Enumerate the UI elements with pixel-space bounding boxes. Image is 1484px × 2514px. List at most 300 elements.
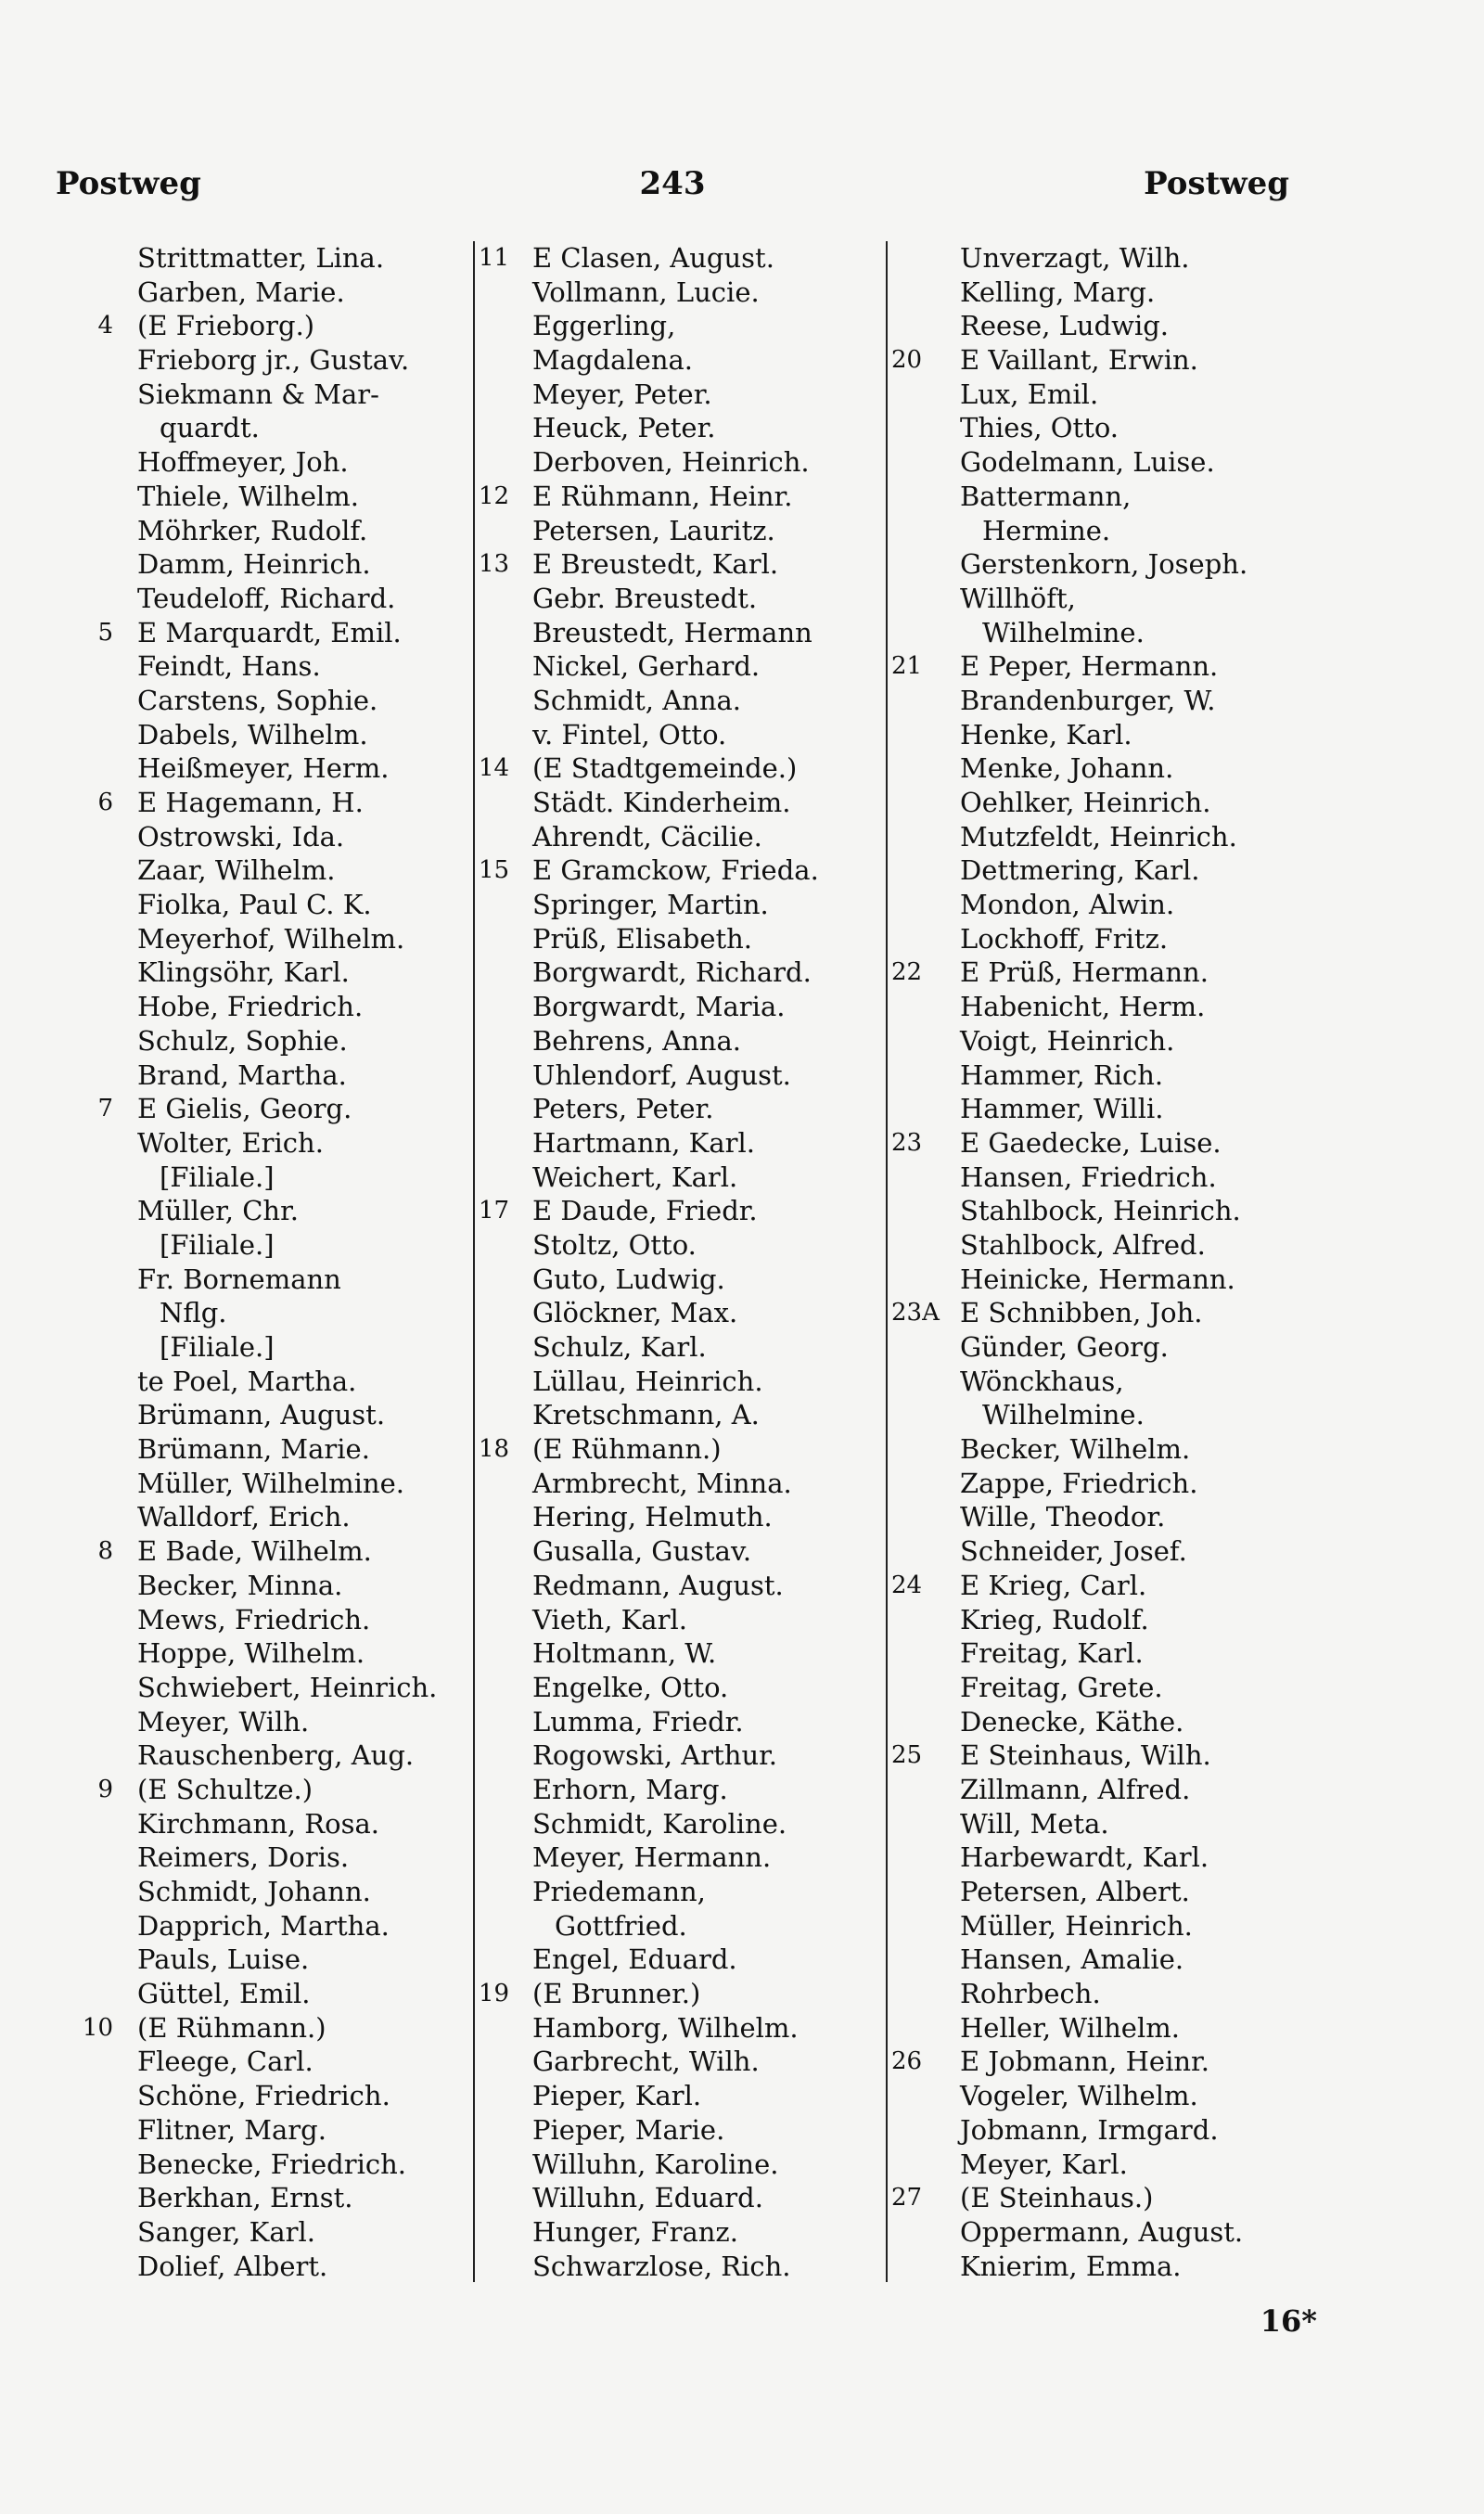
resident-name: Ostrowski, Ida. [137, 820, 345, 853]
resident-name: E Prüß, Hermann. [960, 956, 1209, 989]
resident-name: E Krieg, Carl. [960, 1569, 1147, 1601]
directory-entry [888, 1807, 1296, 1841]
directory-entry [888, 956, 1296, 990]
directory-entry [888, 514, 1296, 548]
directory-entry [56, 718, 464, 752]
directory-entry [56, 1534, 464, 1569]
directory-entry [56, 1228, 464, 1263]
resident-name: E Gaedecke, Luise. [960, 1126, 1222, 1159]
resident-name: E Steinhaus, Wilh. [960, 1739, 1211, 1772]
directory-entry [56, 1909, 464, 1943]
resident-name: Wönckhaus, [960, 1365, 1124, 1397]
directory-entry [56, 1875, 464, 1909]
directory-entry [475, 1365, 878, 1399]
directory-entry [475, 241, 878, 276]
resident-name: Garben, Marie. [137, 276, 345, 308]
resident-name: Pieper, Karl. [532, 2080, 702, 2112]
resident-name: E Rühmann, Heinr. [532, 480, 793, 512]
directory-entry [475, 343, 878, 378]
resident-name: Thiele, Wilhelm. [137, 480, 360, 512]
resident-name: E Clasen, August. [532, 242, 774, 274]
resident-name: Willuhn, Karoline. [532, 2148, 779, 2180]
house-number: 6 [97, 789, 113, 816]
resident-name: Unverzagt, Wilh. [960, 242, 1190, 274]
directory-entry [888, 1126, 1296, 1161]
directory-entry [475, 718, 878, 752]
directory-entry [475, 1875, 878, 1909]
directory-entry [475, 1807, 878, 1841]
directory-entry [888, 1773, 1296, 1807]
house-number: 7 [97, 1095, 113, 1123]
directory-entry [56, 1943, 464, 1977]
directory-entry [475, 1841, 878, 1875]
resident-name: Güttel, Emil. [137, 1978, 311, 2010]
resident-name: Schwiebert, Heinrich. [137, 1671, 438, 1703]
directory-entry [56, 853, 464, 888]
resident-name: Garbrecht, Wilh. [532, 2046, 760, 2078]
resident-name: Fiolka, Paul C. K. [137, 889, 372, 921]
resident-name: quardt. [160, 412, 260, 444]
directory-entry [475, 378, 878, 412]
resident-name: E Peper, Hermann. [960, 650, 1219, 683]
directory-entry [888, 2011, 1296, 2046]
resident-name: Hammer, Rich. [960, 1058, 1164, 1091]
resident-name: Strittmatter, Lina. [137, 242, 385, 274]
resident-name: E Gielis, Georg. [137, 1093, 352, 1125]
directory-entry [888, 1603, 1296, 1637]
house-number: 4 [97, 312, 113, 340]
directory-entry [475, 276, 878, 310]
directory-entry [475, 888, 878, 922]
directory-entry [56, 378, 464, 412]
page-number: 243 [639, 165, 706, 202]
directory-entry [888, 309, 1296, 343]
directory-entry [888, 1671, 1296, 1705]
resident-name: Lux, Emil. [960, 378, 1099, 410]
resident-name: [Filiale.] [160, 1161, 275, 1193]
directory-entry [56, 1365, 464, 1399]
resident-name: E Breustedt, Karl. [532, 548, 779, 581]
house-number: 25 [891, 1741, 923, 1770]
directory-entry [475, 2215, 878, 2250]
resident-name: Sanger, Karl. [137, 2215, 315, 2248]
resident-name: Holtmann, W. [532, 1637, 717, 1670]
resident-name: Hoppe, Wilhelm. [137, 1637, 365, 1670]
resident-name: Müller, Wilhelmine. [137, 1467, 404, 1499]
directory-entry [475, 2011, 878, 2046]
resident-name: Vieth, Karl. [532, 1603, 687, 1635]
resident-name: Brand, Martha. [137, 1058, 347, 1091]
page-header [56, 165, 1289, 221]
house-number: 15 [479, 856, 510, 885]
directory-entry [888, 1092, 1296, 1126]
directory-entry [475, 820, 878, 854]
resident-name: Springer, Martin. [532, 889, 769, 921]
resident-name: Flitner, Marg. [137, 2113, 326, 2146]
resident-name: Hamborg, Wilhelm. [532, 2011, 799, 2044]
resident-name: Feindt, Hans. [137, 650, 321, 683]
resident-name: Meyer, Hermann. [532, 1841, 772, 1874]
resident-name: Brümann, Marie. [137, 1433, 370, 1466]
house-number: 14 [479, 754, 510, 783]
directory-entry [475, 990, 878, 1024]
directory-entry [56, 820, 464, 854]
resident-name: Nflg. [160, 1297, 227, 1329]
directory-entry [475, 1636, 878, 1671]
resident-name: Lockhoff, Fritz. [960, 922, 1169, 955]
resident-name: Klingsöhr, Karl. [137, 956, 350, 989]
running-head-left: Postweg [56, 165, 201, 202]
resident-name: Hoffmeyer, Joh. [137, 446, 349, 479]
resident-name: Hermine. [982, 514, 1111, 546]
resident-name: Mews, Friedrich. [137, 1603, 371, 1635]
directory-entry [56, 1603, 464, 1637]
resident-name: Kelling, Marg. [960, 276, 1156, 308]
directory-entry [475, 2113, 878, 2148]
directory-entry [475, 480, 878, 514]
resident-name: (E Frieborg.) [137, 310, 315, 342]
directory-entry [888, 1875, 1296, 1909]
directory-entry [888, 1296, 1296, 1330]
directory-entry [888, 1432, 1296, 1467]
resident-name: Erhorn, Marg. [532, 1773, 728, 1805]
house-number: 23 [891, 1128, 923, 1157]
directory-entry [475, 616, 878, 650]
resident-name: Rohrbech. [960, 1978, 1101, 2010]
directory-entry [56, 241, 464, 276]
resident-name: Brümann, August. [137, 1399, 386, 1431]
resident-name: Mondon, Alwin. [960, 889, 1175, 921]
directory-entry [56, 786, 464, 820]
house-number: 22 [891, 958, 923, 987]
directory-entry [56, 2045, 464, 2079]
directory-entry [56, 1467, 464, 1501]
resident-name: Müller, Heinrich. [960, 1909, 1193, 1942]
house-number: 27 [891, 2184, 923, 2213]
resident-name: Voigt, Heinrich. [960, 1024, 1175, 1057]
resident-name: Harbewardt, Karl. [960, 1841, 1209, 1874]
resident-name: Lüllau, Heinrich. [532, 1365, 763, 1397]
resident-name: Wolter, Erich. [137, 1126, 324, 1159]
house-number: 19 [479, 1980, 510, 2008]
resident-name: Meyer, Wilh. [137, 1705, 310, 1738]
resident-name: Priedemann, [532, 1876, 706, 1907]
directory-entry [888, 990, 1296, 1024]
resident-name: Siekmann & Mar- [137, 378, 379, 410]
directory-entry [56, 1263, 464, 1297]
resident-name: Behrens, Anna. [532, 1024, 741, 1057]
resident-name: (E Rühmann.) [532, 1433, 722, 1466]
directory-entry [888, 1569, 1296, 1603]
directory-entry [888, 1330, 1296, 1365]
directory-entry [56, 1841, 464, 1875]
directory-entry [56, 1671, 464, 1705]
resident-name: Hansen, Amalie. [960, 1943, 1184, 1976]
resident-name: Rogowski, Arthur. [532, 1739, 778, 1772]
resident-name: Pieper, Marie. [532, 2113, 725, 2146]
directory-entry [888, 445, 1296, 480]
directory-entry [56, 343, 464, 378]
resident-name: Redmann, August. [532, 1569, 784, 1601]
resident-name: Zappe, Friedrich. [960, 1467, 1198, 1499]
directory-entry [475, 1161, 878, 1195]
directory-entry [475, 684, 878, 718]
resident-name: Oehlker, Heinrich. [960, 787, 1211, 818]
directory-entry [888, 1738, 1296, 1773]
directory-entry [888, 2250, 1296, 2284]
directory-entry [475, 1330, 878, 1365]
directory-entry [475, 2045, 878, 2079]
directory-entry [888, 1161, 1296, 1195]
resident-name: Lumma, Friedr. [532, 1705, 744, 1738]
directory-entry [888, 276, 1296, 310]
resident-name: Damm, Heinrich. [137, 548, 371, 581]
directory-entry [888, 2079, 1296, 2113]
resident-name: Reese, Ludwig. [960, 310, 1170, 342]
resident-name: Walldorf, Erich. [137, 1501, 351, 1533]
resident-name: Borgwardt, Richard. [532, 956, 812, 989]
resident-name: Hunger, Franz. [532, 2215, 738, 2248]
resident-name: Hobe, Friedrich. [137, 991, 364, 1023]
directory-entry [475, 582, 878, 616]
directory-entry [888, 2045, 1296, 2079]
directory-entry [888, 853, 1296, 888]
resident-name: E Gramckow, Frieda. [532, 854, 819, 887]
resident-name: Gebr. Breustedt. [532, 582, 758, 614]
resident-name: Müller, Chr. [137, 1195, 299, 1227]
house-number: 24 [891, 1571, 923, 1599]
resident-name: Gottfried. [555, 1909, 687, 1942]
directory-entry [888, 684, 1296, 718]
directory-entry [56, 990, 464, 1024]
resident-name: Hammer, Willi. [960, 1093, 1164, 1125]
resident-name: Guto, Ludwig. [532, 1263, 725, 1295]
resident-name: Willhöft, [960, 582, 1076, 614]
directory-entry [475, 786, 878, 820]
directory-entry [475, 1058, 878, 1093]
house-number: 20 [891, 346, 923, 375]
resident-name: E Marquardt, Emil. [137, 616, 402, 648]
directory-entry [56, 1092, 464, 1126]
directory-entry [475, 1398, 878, 1432]
resident-name: Habenicht, Herm. [960, 991, 1206, 1023]
resident-name: Schwarzlose, Rich. [532, 2250, 791, 2282]
directory-entry [475, 751, 878, 786]
directory-entry [56, 1398, 464, 1432]
directory-columns [56, 241, 1289, 2282]
resident-name: Godelmann, Luise. [960, 446, 1215, 479]
directory-entry [888, 1194, 1296, 1228]
resident-name: Schmidt, Johann. [137, 1876, 371, 1907]
directory-entry [56, 2181, 464, 2215]
resident-name: Meyer, Karl. [960, 2148, 1128, 2180]
resident-name: Kretschmann, A. [532, 1399, 760, 1431]
directory-entry [888, 1636, 1296, 1671]
directory-entry [56, 1500, 464, 1534]
directory-entry [56, 2215, 464, 2250]
resident-name: Städt. Kinderheim. [532, 787, 791, 818]
directory-entry [888, 1263, 1296, 1297]
directory-entry [475, 1024, 878, 1058]
resident-name: Jobmann, Irmgard. [960, 2113, 1219, 2146]
directory-entry [888, 343, 1296, 378]
resident-name: Freitag, Grete. [960, 1671, 1163, 1703]
directory-entry [56, 1296, 464, 1330]
directory-entry [475, 1228, 878, 1263]
directory-entry [475, 1671, 878, 1705]
directory-entry [888, 411, 1296, 445]
directory-entry [888, 1534, 1296, 1569]
directory-entry [888, 2148, 1296, 2182]
resident-name: Magdalena. [532, 344, 694, 377]
resident-name: Stoltz, Otto. [532, 1228, 697, 1261]
house-number: 11 [479, 244, 510, 272]
directory-entry [475, 2250, 878, 2284]
resident-name: Vogeler, Wilhelm. [960, 2080, 1198, 2112]
directory-entry [475, 547, 878, 582]
resident-name: Dettmering, Karl. [960, 854, 1200, 887]
resident-name: Engel, Eduard. [532, 1943, 737, 1976]
directory-entry [888, 1841, 1296, 1875]
resident-name: E Schnibben, Joh. [960, 1297, 1203, 1329]
directory-entry [475, 1467, 878, 1501]
resident-name: Mutzfeldt, Heinrich. [960, 820, 1237, 853]
resident-name: Benecke, Friedrich. [137, 2148, 406, 2180]
resident-name: E Jobmann, Heinr. [960, 2046, 1209, 2078]
house-number: 8 [97, 1537, 113, 1566]
directory-entry [888, 547, 1296, 582]
directory-entry [475, 1569, 878, 1603]
directory-entry [56, 1432, 464, 1467]
directory-entry [56, 1807, 464, 1841]
resident-name: Wille, Theodor. [960, 1501, 1166, 1533]
resident-name: Dapprich, Martha. [137, 1909, 390, 1942]
resident-name: Heißmeyer, Herm. [137, 752, 390, 785]
resident-name: Nickel, Gerhard. [532, 650, 761, 683]
directory-entry [475, 1092, 878, 1126]
resident-name: Dabels, Wilhelm. [137, 718, 368, 750]
directory-entry [475, 411, 878, 445]
resident-name: Weichert, Karl. [532, 1161, 738, 1193]
column-3 [886, 241, 1296, 2282]
resident-name: Breustedt, Hermann [532, 616, 812, 648]
resident-name: Battermann, [960, 480, 1132, 512]
resident-name: Heinicke, Hermann. [960, 1263, 1235, 1295]
house-number: 12 [479, 481, 510, 510]
directory-entry [475, 1500, 878, 1534]
directory-entry [888, 2181, 1296, 2215]
directory-entry [888, 786, 1296, 820]
directory-entry [475, 1909, 878, 1943]
directory-entry [475, 1603, 878, 1637]
resident-name: Wilhelmine. [982, 616, 1145, 648]
directory-entry [888, 1398, 1296, 1432]
resident-name: Stahlbock, Heinrich. [960, 1195, 1241, 1227]
directory-entry [56, 2011, 464, 2046]
resident-name: Möhrker, Rudolf. [137, 514, 368, 546]
resident-name: Becker, Minna. [137, 1569, 343, 1601]
resident-name: Stahlbock, Alfred. [960, 1228, 1206, 1261]
house-number: 23A [891, 1299, 940, 1328]
resident-name: Heller, Wilhelm. [960, 2011, 1180, 2044]
directory-entry [56, 411, 464, 445]
resident-name: Fr. Bornemann [137, 1263, 341, 1295]
resident-name: E Hagemann, H. [137, 787, 364, 818]
directory-entry [56, 2113, 464, 2148]
directory-entry [56, 1636, 464, 1671]
resident-name: [Filiale.] [160, 1331, 275, 1363]
house-number: 13 [479, 550, 510, 579]
directory-entry [475, 956, 878, 990]
directory-entry [888, 1500, 1296, 1534]
directory-entry [56, 2079, 464, 2113]
signature-mark: 16* [1260, 2303, 1317, 2339]
directory-entry [888, 1024, 1296, 1058]
directory-entry [56, 1705, 464, 1739]
resident-name: Teudeloff, Richard. [137, 582, 396, 614]
directory-entry [56, 547, 464, 582]
directory-entry [475, 445, 878, 480]
directory-entry [888, 1977, 1296, 2011]
resident-name: Hartmann, Karl. [532, 1126, 755, 1159]
directory-entry [888, 480, 1296, 514]
resident-name: E Vaillant, Erwin. [960, 344, 1198, 377]
directory-entry [888, 378, 1296, 412]
resident-name: Frieborg jr., Gustav. [137, 344, 410, 377]
resident-name: Glöckner, Max. [532, 1297, 738, 1329]
directory-entry [56, 1773, 464, 1807]
directory-entry [56, 1194, 464, 1228]
resident-name: Dolief, Albert. [137, 2250, 328, 2282]
resident-name: E Daude, Friedr. [532, 1195, 758, 1227]
resident-name: Rauschenberg, Aug. [137, 1739, 415, 1772]
resident-name: Gerstenkorn, Joseph. [960, 548, 1248, 581]
directory-entry [475, 922, 878, 956]
resident-name: Prüß, Elisabeth. [532, 922, 753, 955]
directory-entry [475, 309, 878, 343]
directory-entry [56, 1126, 464, 1161]
directory-entry [888, 1058, 1296, 1093]
resident-name: Will, Meta. [960, 1807, 1109, 1840]
directory-entry [475, 853, 878, 888]
directory-entry [475, 1977, 878, 2011]
directory-entry [888, 888, 1296, 922]
resident-name: (E Steinhaus.) [960, 2182, 1154, 2214]
directory-entry [475, 2181, 878, 2215]
directory-entry [56, 616, 464, 650]
resident-name: Petersen, Albert. [960, 1876, 1190, 1907]
resident-name: E Bade, Wilhelm. [137, 1535, 372, 1568]
directory-entry [888, 616, 1296, 650]
resident-name: Schneider, Josef. [960, 1535, 1187, 1568]
resident-name: Schöne, Friedrich. [137, 2080, 390, 2112]
directory-entry [475, 1705, 878, 1739]
resident-name: v. Fintel, Otto. [532, 718, 727, 750]
resident-name: Carstens, Sophie. [137, 684, 378, 716]
resident-name: Schulz, Karl. [532, 1331, 707, 1363]
directory-entry [56, 649, 464, 684]
resident-name: (E Stadtgemeinde.) [532, 752, 798, 785]
resident-name: [Filiale.] [160, 1228, 275, 1261]
directory-entry [475, 1773, 878, 1807]
resident-name: Becker, Wilhelm. [960, 1433, 1191, 1466]
resident-name: Freitag, Karl. [960, 1637, 1144, 1670]
resident-name: Wilhelmine. [982, 1399, 1145, 1431]
directory-entry [475, 1738, 878, 1773]
directory-entry [888, 922, 1296, 956]
directory-entry [56, 480, 464, 514]
resident-name: Hering, Helmuth. [532, 1501, 773, 1533]
